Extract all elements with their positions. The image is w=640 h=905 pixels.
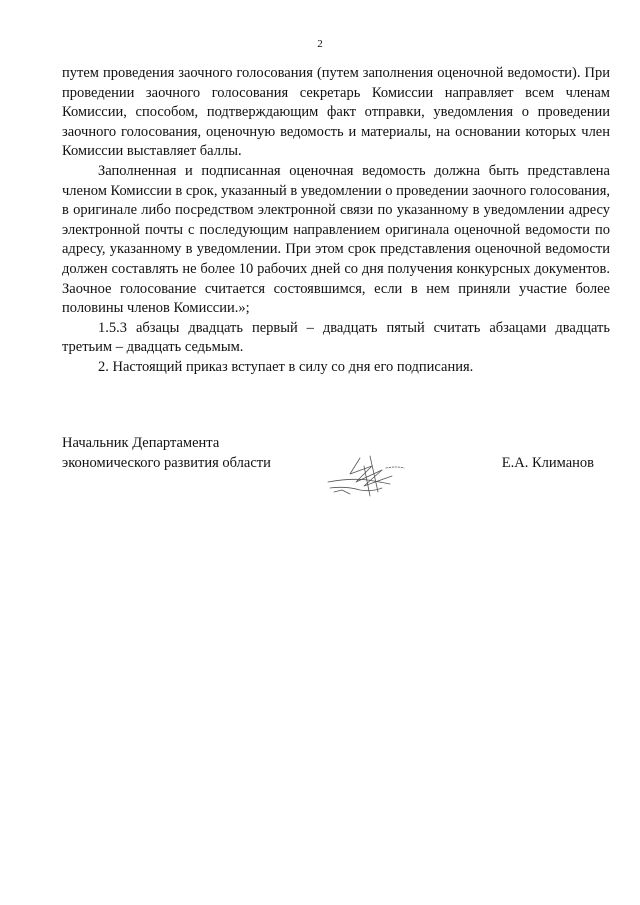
page-number: 2 <box>317 38 323 50</box>
paragraph-1-5-3: 1.5.3 абзацы двадцать первый – двадцать пятый считать абзацами двадцать третьим – двадцать седьмым. <box>62 319 610 356</box>
paragraph-evaluation-sheet: Заполненная и подписанная оценочная ведомость должна быть представлена членом Комиссии в срок, указанный в уведомлении о проведении заочного голосования, в оригинале либо посредством электронной связи по указанному в уведомлении адресу электронной почты с последующим направлением оригинала оценочной ведомости по адресу, указанному в уведомлении. При этом срок представления оценочной ведомости должен составлять не более 10 рабочих дней со дня получения конкурсных документов. Заочное голосование считается состоявшимся, если в нем приняли участие более половины членов Комиссии.»; <box>62 162 610 317</box>
document-body <box>62 64 610 378</box>
paragraph-effective-date: 2. Настоящий приказ вступает в силу со дня его подписания. <box>98 358 474 375</box>
signer-name: Е.А. Климанов <box>501 454 594 471</box>
signer-position-line2: экономического развития области <box>62 454 271 471</box>
signer-position-line1: Начальник Департамента <box>62 435 220 451</box>
handwritten-signature <box>320 452 410 502</box>
paragraph-continuation: путем проведения заочного голосования (путем заполнения оценочной ведомости). При проведении заочного голосования секретарь Комиссии направляет всем членам Комиссии, способом, подтверждающим факт отправки, уведомления о проведении заочного голосования, оценочную ведомость и материалы, на основании которых член Комиссии выставляет баллы. <box>62 65 610 160</box>
